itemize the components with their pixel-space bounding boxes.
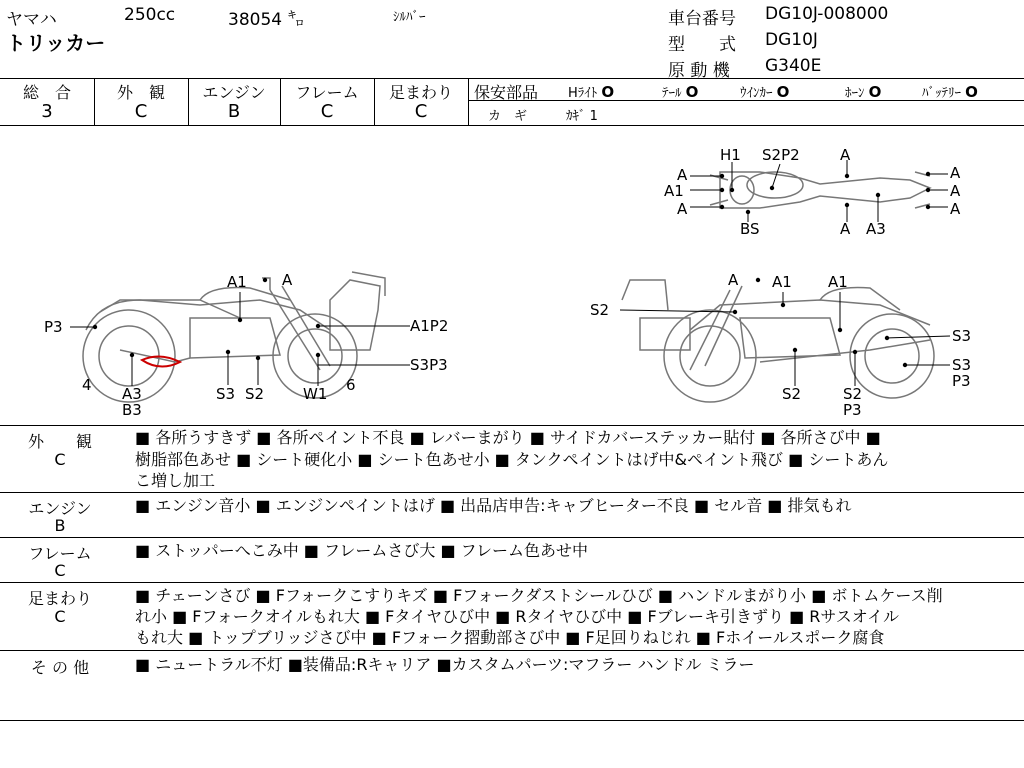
safety-item-winker: ｳｲﾝｶｰ O xyxy=(740,83,790,101)
diagram-label: H1 xyxy=(720,146,741,164)
diagram-label: S2 xyxy=(590,301,610,319)
displacement: 250cc xyxy=(124,5,176,25)
diagram-label: B3 xyxy=(122,401,142,419)
key-value: ｶｷﾞ 1 xyxy=(566,109,598,124)
remark-line: もれ大 ■ トップブリッジさび中 ■ Fフォーク摺動部さび中 ■ F足回りねじれ ■ Fホイールスポーク腐食 xyxy=(135,628,885,647)
diagram-label: A xyxy=(950,200,961,218)
divider xyxy=(0,582,1024,583)
diagram-label: P3 xyxy=(843,401,862,419)
grade-label-exterior: 外 観 xyxy=(116,83,165,102)
diagram-label: W1 xyxy=(303,385,328,403)
remark-label-suspension: 足まわり xyxy=(27,589,92,608)
mileage: 38054 ㌔ xyxy=(228,10,305,30)
grade-label-suspension: 足まわり xyxy=(388,83,453,102)
diagram-label: S2P2 xyxy=(762,146,800,164)
remark-grade-suspension: C xyxy=(54,607,66,626)
diagram-label: P3 xyxy=(952,372,971,390)
diagram-label: A1P2 xyxy=(410,317,449,335)
divider xyxy=(0,425,1024,426)
key-label: カ ギ xyxy=(488,109,528,124)
grade-value-engine: B xyxy=(227,101,241,122)
grade-value-exterior: C xyxy=(134,101,148,122)
grade-label-overall: 総 合 xyxy=(22,83,71,102)
remark-grade-exterior: C xyxy=(54,450,66,469)
safety-item-horn: ﾎｰﾝ O xyxy=(845,83,882,101)
frame-no: DG10J-008000 xyxy=(765,4,889,24)
diagram-label: 6 xyxy=(346,376,356,394)
engine-label: 原 動 機 xyxy=(668,61,730,81)
diagram-label: A1 xyxy=(772,273,792,291)
diagram-label: A xyxy=(677,166,688,184)
grade-value-overall: 3 xyxy=(41,101,53,122)
diagram-label: P3 xyxy=(44,318,63,336)
grade-value-suspension: C xyxy=(414,101,428,122)
remark-line: ■ ニュートラル不灯 ■装備品:Rキャリア ■カスタムパーツ:マフラー ハンドル ミラー xyxy=(135,655,755,674)
remark-label-engine: エンジン xyxy=(28,499,92,518)
remark-line: れ小 ■ Fフォークオイルもれ大 ■ Fタイヤひび中 ■ Rタイヤひび中 ■ Fブレーキ引きずり ■ Rサスオイル xyxy=(135,607,899,626)
diagram-label: S3 xyxy=(216,385,236,403)
diagram-label: A1 xyxy=(828,273,848,291)
diagram-label: A xyxy=(840,220,851,238)
diagram-label: S2 xyxy=(245,385,265,403)
type-label: 型 式 xyxy=(668,35,736,55)
model-name: トリッカー xyxy=(6,31,106,55)
remark-label-exterior: 外 観 xyxy=(27,432,92,451)
color: ｼﾙﾊﾞｰ xyxy=(393,10,426,25)
divider xyxy=(0,720,1024,721)
grade-label-engine: エンジン xyxy=(202,83,266,102)
diagram-label: S3 xyxy=(952,356,972,374)
diagram-label: A xyxy=(950,182,961,200)
diagram-label: A xyxy=(950,164,961,182)
diagram-label: A xyxy=(677,200,688,218)
diagram-label: BS xyxy=(740,220,760,238)
safety-label: 保安部品 xyxy=(474,83,539,102)
remark-line: ■ ストッパーへこみ中 ■ フレームさび大 ■ フレーム色あせ中 xyxy=(135,541,589,560)
remark-label-frame: フレーム xyxy=(28,544,92,563)
divider xyxy=(0,78,1024,79)
remark-line: ■ 各所うすきず ■ 各所ペイント不良 ■ レバーまがり ■ サイドカバーステッカー貼付 ■ 各所さび中 ■ xyxy=(135,428,881,447)
diagram-label: A1 xyxy=(227,273,247,291)
diagram-label: A xyxy=(840,146,851,164)
remark-line: 樹脂部色あせ ■ シート硬化小 ■ シート色あせ小 ■ タンクペイントはげ中&ペイント飛び ■ シートあん xyxy=(135,450,889,469)
safety-item-battery: ﾊﾞｯﾃﾘｰ O xyxy=(922,83,978,101)
grade-label-frame: フレーム xyxy=(295,83,359,102)
safety-item-headlight: Hﾗｲﾄ O xyxy=(568,83,615,101)
diagram-label: S3 xyxy=(952,327,972,345)
diagram-label: S2 xyxy=(843,385,863,403)
safety-item-tail: ﾃｰﾙ O xyxy=(662,83,699,101)
divider xyxy=(0,537,1024,538)
engine-value: G340E xyxy=(765,56,822,76)
divider xyxy=(0,650,1024,651)
remark-line: ■ チェーンさび ■ Fフォークこすりキズ ■ Fフォークダストシールひび ■ ハンドルまがり小 ■ ボトムケース削 xyxy=(135,586,943,605)
diagram-label: S2 xyxy=(782,385,802,403)
frame-no-label: 車台番号 xyxy=(668,9,736,29)
divider xyxy=(0,492,1024,493)
grade-value-frame: C xyxy=(320,101,334,122)
diagram-label: A xyxy=(282,271,293,289)
remark-line: ■ エンジン音小 ■ エンジンペイントはげ ■ 出品店申告:キャブヒーター不良 ■ セル音 ■ 排気もれ xyxy=(135,496,852,515)
diagram-label: A xyxy=(728,271,739,289)
diagram-label: A1 xyxy=(664,182,684,200)
divider xyxy=(468,78,469,125)
remark-grade-engine: B xyxy=(54,516,66,535)
remark-grade-frame: C xyxy=(54,561,66,580)
remark-line: こ増し加工 xyxy=(135,471,216,490)
motorcycle-diagram xyxy=(0,126,1024,424)
remark-label-other: そ の 他 xyxy=(30,658,90,677)
maker: ヤマハ xyxy=(6,10,57,30)
type-value: DG10J xyxy=(765,30,818,50)
diagram-label: S3P3 xyxy=(410,356,448,374)
diagram-label: A3 xyxy=(866,220,886,238)
diagram-label: A3 xyxy=(122,385,142,403)
diagram-label: 4 xyxy=(82,376,92,394)
